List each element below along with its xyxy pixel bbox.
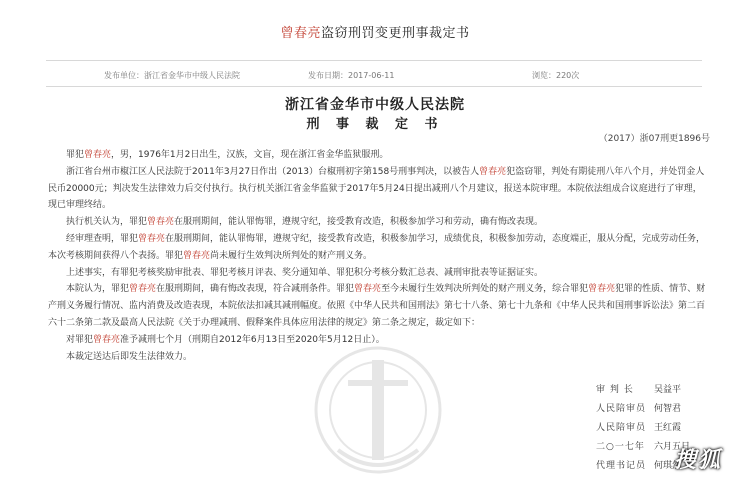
signature-row	[596, 419, 716, 438]
signature-role: 人民陪审员	[596, 423, 647, 433]
paragraph-text: 在服刑期间，能认罪悔罪，遵规守纪，接受教育改造，积极参加学习和劳动，确有悔改表现。	[174, 217, 544, 228]
paragraph-text: 犯罪的性质、情节、财产刑义务履行情况、监内消费及改造表现，本院依法扣减其减刑幅度。依照《中华人民共和国刑法》第七十八条、第七十九条和《中华人民共和国刑事诉讼法》第二百六十二条第二款及最高人民法院《关于办理减刑、假释案件具体应用法律的规定》第二条之规定，裁定如下：	[48, 284, 706, 328]
paragraph-text: 经审理查明，罪犯	[66, 233, 139, 244]
signature-name: 六月五日	[654, 442, 691, 452]
meta-row	[0, 67, 750, 85]
ruling-paragraph	[48, 265, 708, 282]
defendant-name: 曾春亮	[183, 250, 211, 261]
defendant-name: 曾春亮	[93, 334, 121, 345]
signature-name: 吴益平	[654, 385, 682, 395]
signature-role: 二○一七年	[596, 442, 645, 452]
top-divider	[46, 60, 702, 61]
meta-views: 浏览：220次	[532, 71, 580, 80]
paragraph-text: 准予减刑七个月（刑期自2012年6月13日至2020年5月12日止）。	[120, 334, 385, 345]
defendant-name: 曾春亮	[129, 284, 157, 295]
court-name: 浙江省金华市中级人民法院	[285, 97, 465, 113]
title-rest: 盗窃刑罚变更刑事裁定书	[321, 26, 470, 41]
signature-role: 审 判 长	[596, 385, 634, 395]
paragraph-text: 对罪犯	[66, 334, 94, 345]
ruling-paragraph	[48, 281, 708, 331]
signature-role: 代理书记员	[596, 461, 647, 471]
paragraph-text: ，男，1976年1月2日出生，汉族，文盲，现在浙江省金华监狱服刑。	[111, 150, 389, 160]
paragraph-text: 在服刑期间，能认罪悔罪，遵规守纪，接受教育改造，积极参加学习，成绩优良，积极参加劳动，态度端正，服从分配，完成劳动任务，本次考核期间获得八个表扬。罪犯	[48, 233, 706, 261]
meta-source: 发布单位：浙江省金华市中级人民法院	[104, 71, 240, 80]
title-name: 曾春亮	[280, 26, 321, 41]
ruling-paragraph	[48, 214, 708, 231]
paragraph-text: 本裁定送达后即发生法律效力。	[66, 351, 193, 362]
signature-role: 人民陪审员	[596, 404, 647, 414]
paragraph-text: 浙江省台州市椒江区人民法院于2011年3月27日作出（2013）台椒刑初字第158号刑事判决，以被告人	[66, 166, 480, 177]
defendant-name: 曾春亮	[479, 166, 507, 177]
bottom-divider	[46, 86, 702, 87]
document-type: 刑 事 裁 定 书	[306, 117, 444, 132]
signature-name: 何智君	[654, 404, 682, 414]
sohu-logo: 搜狐	[673, 448, 722, 473]
defendant-name: 曾春亮	[354, 284, 382, 295]
paragraph-text: 上述事实，有罪犯考核奖励审批表、罪犯考核月评表、奖分通知单、罪犯积分考核分数汇总表、减刑审批表等证据证实。	[66, 267, 544, 278]
signature-row	[596, 381, 716, 400]
court-emblem-watermark-icon	[308, 340, 448, 490]
defendant-name: 曾春亮	[588, 284, 616, 295]
paragraph-text: 本院认为，罪犯	[66, 284, 130, 295]
page-title	[0, 22, 750, 41]
ruling-paragraph	[48, 231, 708, 265]
ruling-body	[48, 147, 708, 365]
paragraph-text: 尚未履行生效判决所判处的财产刑义务。	[210, 250, 373, 261]
defendant-name: 曾春亮	[84, 150, 112, 160]
paragraph-text: 在服刑期间，确有悔改表现，符合减刑条件。罪犯	[156, 284, 355, 295]
signature-name: 何琪然	[654, 461, 682, 471]
signature-name: 王红霞	[654, 423, 682, 433]
defendant-name: 曾春亮	[147, 217, 175, 228]
ruling-paragraph	[48, 164, 708, 214]
paragraph-text: 犯盗窃罪，判处有期徒刑八年八个月，并处罚金人民币20000元；判决发生法律效力后交付执行。执行机关浙江省金华监狱于2017年5月24日提出减刑八个月建议，报送本院审理。本院依法组成合议庭进行了审理，现已审理终结。	[48, 166, 705, 211]
ruling-paragraph	[48, 147, 708, 164]
case-number: （2017）浙07刑更1896号	[598, 134, 710, 144]
paragraph-text: 执行机关认为，罪犯	[66, 217, 148, 228]
defendant-name: 曾春亮	[138, 233, 166, 244]
meta-date: 发布日期：2017-06-11	[308, 71, 395, 80]
paragraph-text: 至今未履行生效判决所判处的财产刑义务，综合罪犯	[381, 284, 589, 295]
paragraph-text: 罪犯	[66, 150, 85, 160]
signature-row	[596, 400, 716, 419]
